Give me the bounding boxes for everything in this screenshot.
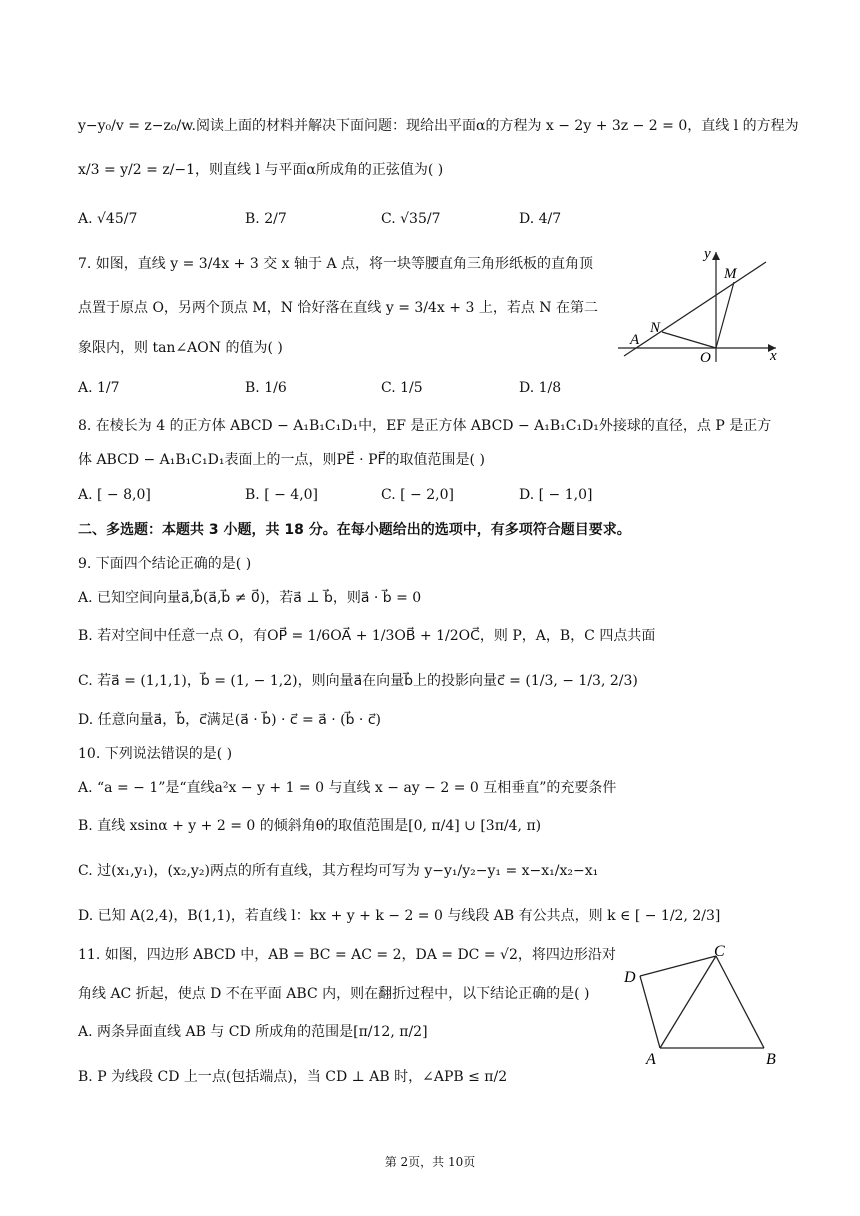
q7-option-a: A. 1/7 (78, 380, 120, 396)
q11-option-a: A. 两条异面直线 AB 与 CD 所成角的范围是[π/12, π/2] (78, 1024, 428, 1040)
y-axis-arrow-icon (712, 252, 720, 260)
q10-stem: 10. 下列说法错误的是( ) (78, 746, 233, 762)
label-y: y (704, 246, 711, 262)
q6-option-b: B. 2/7 (245, 211, 287, 227)
q7-stem-line-3: 象限内，则 tan∠AON 的值为( ) (78, 340, 283, 356)
q11-stem-line-1: 11. 如图，四边形 ABCD 中，AB = BC = AC = 2，DA = DC = √2，将四边形沿对 (78, 947, 616, 963)
edge-da (640, 976, 660, 1048)
q10-option-d: D. 已知 A(2,4)，B(1,1)，若直线 l：kx + y + k − 2 = 0 与线段 AB 有公共点，则 k ∈ [ − 1/2, 2/3] (78, 908, 721, 924)
q7-stem-line-1: 7. 如图，直线 y = 3/4x + 3 交 x 轴于 A 点，将一块等腰直角三角形纸板的直角顶 (78, 256, 594, 272)
page-footer: 第 2页，共 10页 (384, 1155, 476, 1169)
label-c: C (714, 943, 725, 960)
section-heading-multi-choice: 二、多选题：本题共 3 小题，共 18 分。在每小题给出的选项中，有多项符合题目要求。 (78, 522, 631, 538)
q6-stem-line-1: y−y₀/v = z−z₀/w.阅读上面的材料并解决下面问题：现给出平面α的方程为 x − 2y + 3z − 2 = 0，直线 l 的方程为 (78, 118, 799, 134)
q7-stem-line-2: 点置于原点 O，另两个顶点 M，N 恰好落在直线 y = 3/4x + 3 上，若点 N 在第二 (78, 300, 598, 316)
q9-stem: 9. 下面四个结论正确的是( ) (78, 556, 252, 572)
q9-option-d: D. 任意向量a⃗，b⃗，c⃗满足(a⃗ · b⃗) · c⃗ = a⃗ · (b⃗ · c⃗) (78, 712, 381, 728)
segment-om (716, 282, 734, 348)
q8-stem-line-1: 8. 在棱长为 4 的正方体 ABCD − A₁B₁C₁D₁中，EF 是正方体 ABCD − A₁B₁C₁D₁外接球的直径，点 P 是正方 (78, 418, 772, 434)
q8-option-d: D. [ − 1,0] (519, 487, 593, 503)
q8-option-b: B. [ − 4,0] (245, 487, 319, 503)
q9-option-b: B. 若对空间中任意一点 O，有OP⃗ = 1/6OA⃗ + 1/3OB⃗ + 1/2OC⃗，则 P，A，B，C 四点共面 (78, 628, 656, 644)
q11-figure (618, 940, 788, 1068)
label-d: D (624, 969, 636, 986)
label-x: x (770, 348, 777, 364)
edge-cb (716, 956, 764, 1048)
label-a: A (646, 1051, 656, 1068)
edge-dc (640, 956, 716, 976)
q9-option-c: C. 若a⃗ = (1,1,1)，b⃗ = (1, − 1,2)，则向量a⃗在向量b⃗上的投影向量c⃗ = (1/3, − 1/3, 2/3) (78, 673, 638, 689)
label-a: A (630, 332, 640, 348)
q10-option-a: A. “a = − 1”是“直线a²x − y + 1 = 0 与直线 x − ay − 2 = 0 互相垂直”的充要条件 (78, 780, 617, 796)
q7-option-b: B. 1/6 (245, 380, 287, 396)
label-o: O (700, 350, 711, 366)
q6-option-d: D. 4/7 (519, 211, 562, 227)
q11-option-b: B. P 为线段 CD 上一点(包括端点)，当 CD ⊥ AB 时，∠APB ≤ π/2 (78, 1069, 508, 1085)
label-m: M (724, 266, 737, 282)
q8-option-a: A. [ − 8,0] (78, 487, 151, 503)
edge-ac (660, 956, 716, 1048)
segment-on (662, 332, 716, 348)
q7-option-c: C. 1/5 (381, 380, 423, 396)
q11-stem-line-2: 角线 AC 折起，使点 D 不在平面 ABC 内，则在翻折过程中，以下结论正确的是( ) (78, 986, 590, 1002)
q6-option-a: A. √45/7 (78, 211, 138, 227)
q8-stem-line-2: 体 ABCD − A₁B₁C₁D₁表面上的一点，则PE⃗ · PF⃗的取值范围是( ) (78, 452, 485, 468)
q10-option-b: B. 直线 xsinα + y + 2 = 0 的倾斜角θ的取值范围是[0, π/4] ∪ [3π/4, π) (78, 818, 542, 834)
q10-option-c: C. 过(x₁,y₁)，(x₂,y₂)两点的所有直线，其方程均可写为 y−y₁/y₂−y₁ = x−x₁/x₂−x₁ (78, 863, 599, 879)
label-n: N (650, 320, 661, 336)
q7-option-d: D. 1/8 (519, 380, 562, 396)
label-b: B (766, 1051, 776, 1068)
q9-option-a: A. 已知空间向量a⃗,b⃗(a⃗,b⃗ ≠ 0⃗)，若a⃗ ⊥ b⃗，则a⃗ · b⃗ = 0 (78, 590, 422, 606)
q6-stem-line-2: x/3 = y/2 = z/−1，则直线 l 与平面α所成角的正弦值为( ) (78, 162, 444, 178)
q8-option-c: C. [ − 2,0] (381, 487, 454, 503)
q7-figure (612, 244, 784, 368)
q6-option-c: C. √35/7 (381, 211, 441, 227)
